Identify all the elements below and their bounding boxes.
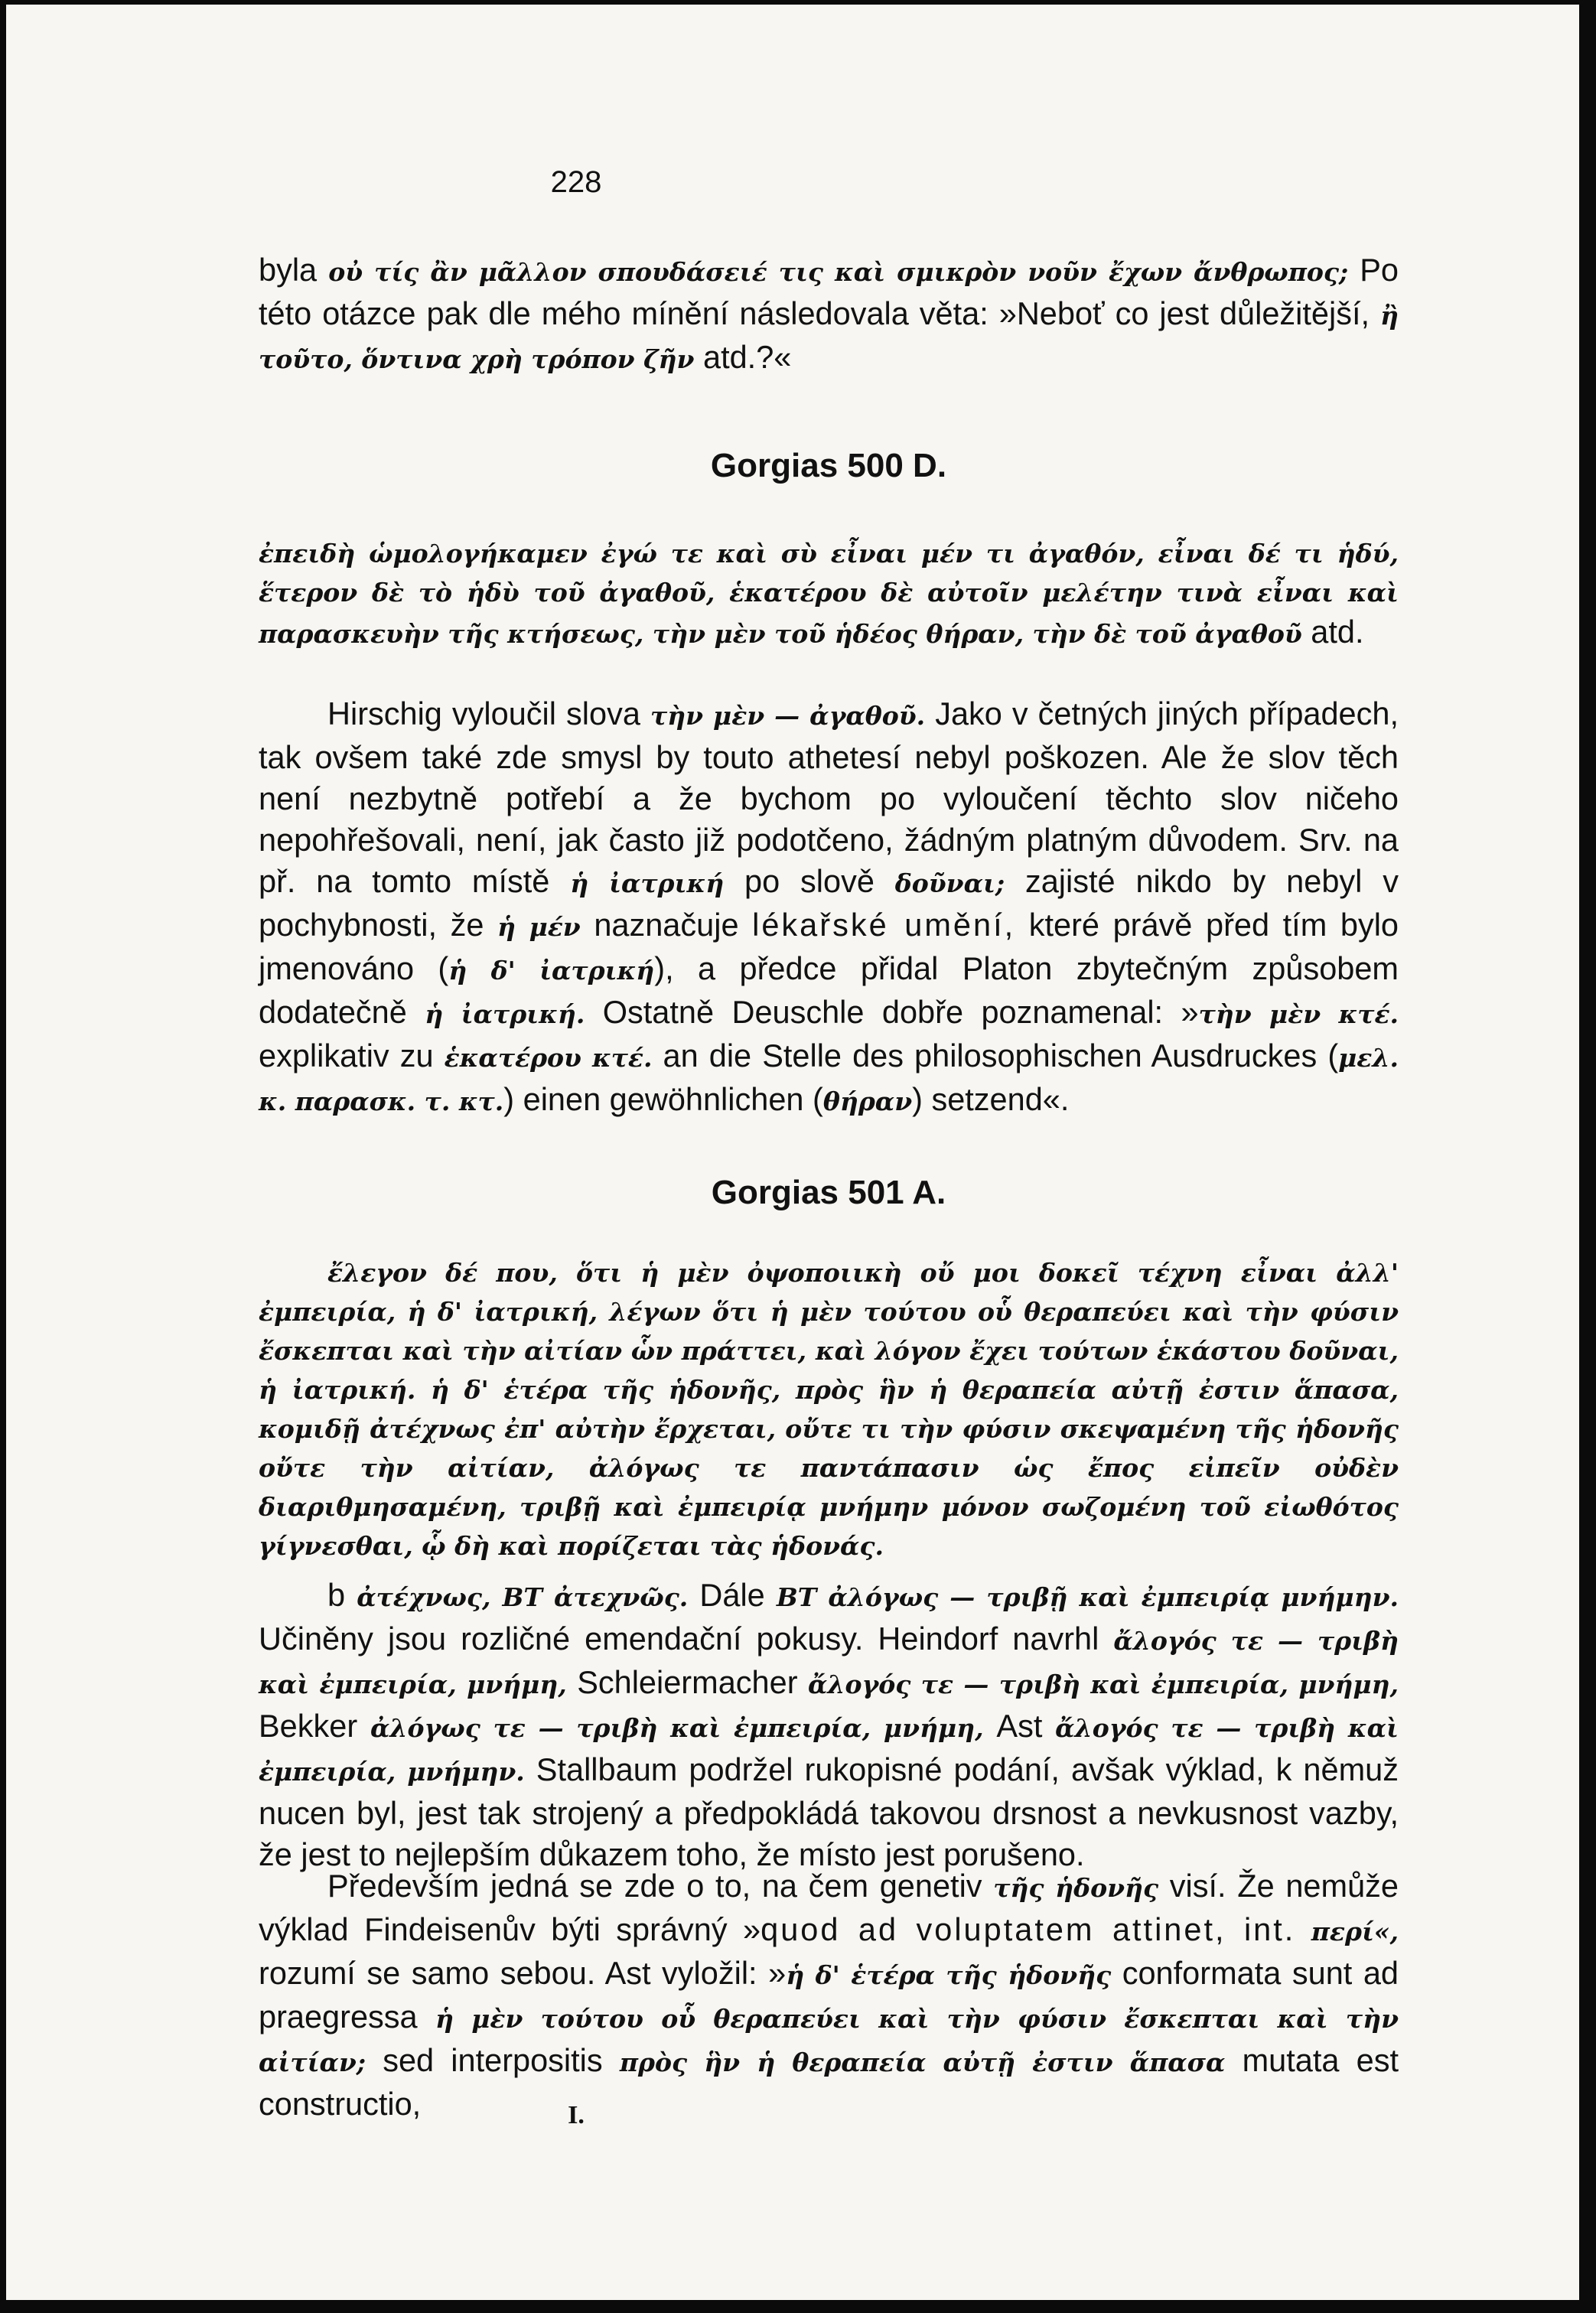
commentary-paragraph-3: Především jedná se zde o to, na čem genetiv τῆς ἡδονῆς visí. Že nemůže výklad Findeisenův býti správný »quod ad voluptatem attinet, int. περί«, rozumí se samo sebou. Ast vyložil: »ἡ δ' ἑτέρα τῆς ἡδονῆς conformata sunt ad praegressa ἡ μὲν τούτου οὗ θεραπεύει καὶ τὴν φύσιν ἔσκεπται καὶ τὴν αἰτίαν; sed interpositis πρὸς ἣν ἡ θεραπεία αὐτῇ ἐστιν ἅπασα mutata est constructio,	[259, 1868, 1399, 2122]
spaced-emphasis: lékařské umění,	[752, 907, 1016, 943]
greek-text: οὐ τίς ἂν μᾶλλον σπουδάσειέ τις καὶ σμικρὸν νοῦν ἔχων ἄνθρωπος;	[328, 257, 1349, 287]
page-number: 228	[550, 165, 602, 199]
commentary-paragraph-2: b ἀτέχνως, ΒΤ ἀτεχνῶς. Dále ΒΤ ἀλόγως — τριβῇ καὶ ἐμπειρίᾳ μνήμην. Učiněny jsou rozličné emendační pokusy. Heindorf navrhl ἄλογός τε — τριβὴ καὶ ἐμπειρία, μνήμη, Schleiermacher ἄλογός τε — τριβὴ καὶ ἐμπειρία, μνήμη, Bekker ἀλόγως τε — τριβὴ καὶ ἐμπειρία, μνήμη, Ast ἄλογός τε — τριβὴ καὶ ἐμπειρία, μνήμην. Stallbaum podržel rukopisné podání, avšak výklad, k němuž nucen byl, jest tak strojený a předpokládá takovou drsnost a nevkusnost vazby, že jest to nejlepším důkazem toho, že místo jest porušeno.	[259, 1577, 1399, 1872]
intro-paragraph: byla οὐ τίς ἂν μᾶλλον σπουδάσειέ τις καὶ σμικρὸν νοῦν ἔχων ἄνθρωπος; Po této otázce pak dle mého mínění následovala věta: »Neboť co jest důležitější, ἢ τοῦτο, ὅντινα χρὴ τρόπον ζῆν atd.?«	[259, 252, 1399, 375]
commentary-paragraph-1: Hirschig vyloučil slova τὴν μὲν — ἀγαθοῦ. Jako v četných jiných případech, tak ovšem také zde smysl by touto athetesí nebyl poškozen. Ale že slov těch není nezbytně potřebí a že bychom po vyloučení těchto slov ničeho nepohřešovali, není, jak často již podotčeno, žádným platným důvodem. Srv. na př. na tomto místě ἡ ἰατρική po slově δοῦναι; zajisté nikdo by nebyl v pochybnosti, že ἡ μέν naznačuje lékařské umění, které právě před tím bylo jmenováno (ἡ δ' ἰατρική), a předce přidal Platon zbytečným způsobem dodatečně ἡ ἰατρική. Ostatně Deuschle dobře poznamenal: »τὴν μὲν κτέ. explikativ zu ἑκατέρου κτέ. an die Stelle des philosophischen Ausdruckes (μελ. κ. παρασκ. τ. κτ.) einen gewöhnlichen (θήραν) setzend«.	[259, 696, 1399, 1117]
signature-mark: I.	[568, 2101, 585, 2129]
greek-text: ἢ τοῦτο, ὅντινα χρὴ τρόπον ζῆν	[259, 301, 1399, 374]
document-page	[6, 5, 1579, 2300]
spaced-emphasis: quod ad voluptatem attinet, int.	[761, 1911, 1296, 1947]
greek-quote-501a: ἔλεγον δέ που, ὅτι ἡ μὲν ὀψοποιικὴ οὔ μοι δοκεῖ τέχνη εἶναι ἀλλ' ἐμπειρία, ἡ δ' ἰατρική, λέγων ὅτι ἡ μὲν τούτου οὗ θεραπεύει καὶ τὴν φύσιν ἔσκεπται καὶ τὴν αἰτίαν ὧν πράττει, καὶ λόγον ἔχει τούτων ἑκάστου δοῦναι, ἡ ἰατρική. ἡ δ' ἑτέρα τῆς ἡδονῆς, πρὸς ἣν ἡ θεραπεία αὐτῇ ἐστιν ἅπασα, κομιδῇ ἀτέχνως ἐπ' αὐτὴν ἔρχεται, οὔτε τι τὴν φύσιν σκεψαμένη τῆς ἡδονῆς οὔτε τὴν αἰτίαν, ἀλόγως τε παντάπασιν ὡς ἔπος εἰπεῖν οὐδὲν διαριθμησαμένη, τριβῇ καὶ ἐμπειρίᾳ μνήμην μόνον σωζομένη τοῦ εἰωθότος γίγνεσθαι, ᾧ δὴ καὶ πορίζεται τὰς ἡδονάς.	[259, 1258, 1399, 1561]
greek-quote-500d: ἐπειδὴ ὡμολογήκαμεν ἐγώ τε καὶ σὺ εἶναι μέν τι ἀγαθόν, εἶναι δέ τι ἡδύ, ἕτερον δὲ τὸ ἡδὺ τοῦ ἀγαθοῦ, ἑκατέρου δὲ αὐτοῖν μελέτην τινὰ εἶναι καὶ παρασκευὴν τῆς κτήσεως, τὴν μὲν τοῦ ἡδέος θήραν, τὴν δὲ τοῦ ἀγαθοῦ atd.	[259, 539, 1399, 650]
section-heading-500d: Gorgias 500 D.	[710, 447, 947, 484]
section-heading-501a: Gorgias 501 A.	[711, 1174, 946, 1211]
